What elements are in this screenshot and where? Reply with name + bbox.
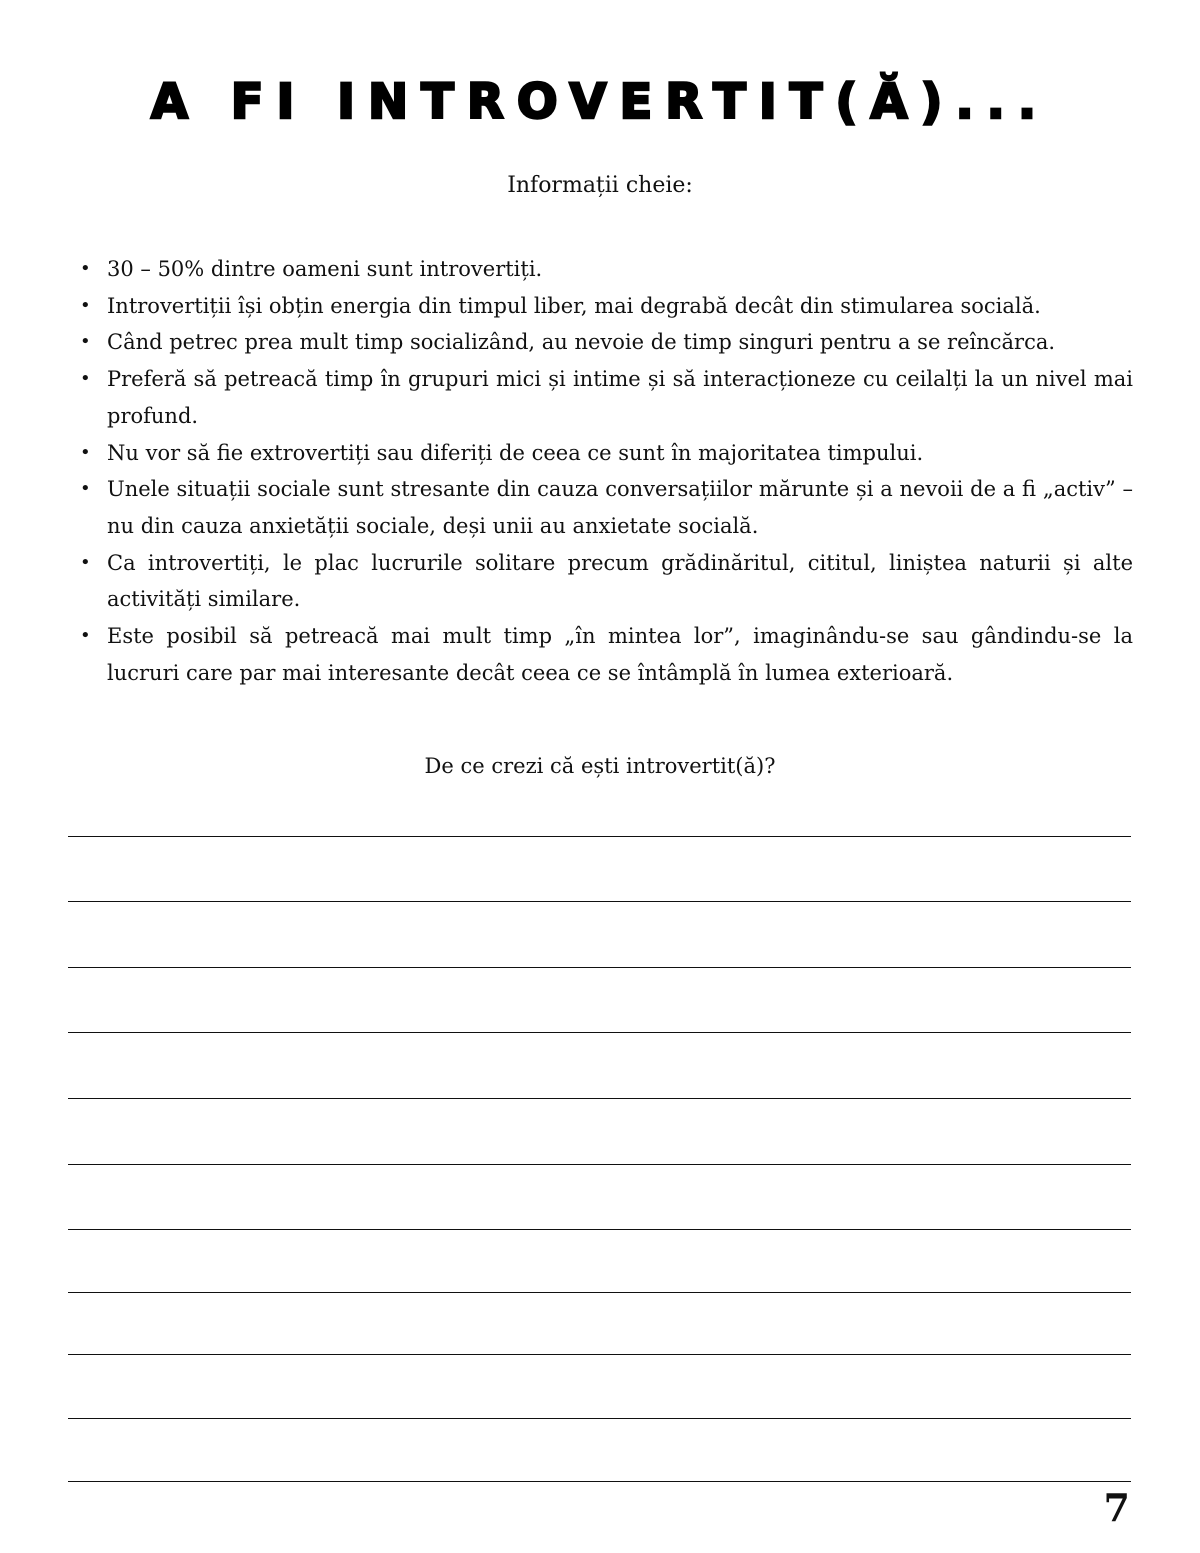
writing-line[interactable] xyxy=(68,1098,1131,1099)
list-item xyxy=(78,471,1133,544)
bullet-icon: • xyxy=(80,551,91,573)
list-item xyxy=(78,288,1133,325)
list-item xyxy=(78,251,1133,288)
writing-line[interactable] xyxy=(68,1418,1131,1419)
bullet-icon: • xyxy=(80,441,91,463)
page-title: A FI INTROVERTIT(Ă)... xyxy=(150,74,1050,130)
bullet-icon: • xyxy=(80,294,91,316)
bullet-icon: • xyxy=(80,625,91,647)
bullet-icon: • xyxy=(80,331,91,353)
writing-line[interactable] xyxy=(68,1292,1131,1293)
list-item-text: Nu vor să fie extrovertiți sau diferiți de ceea ce sunt în majoritatea timpului. xyxy=(107,440,924,465)
list-item-text: Este posibil să petreacă mai mult timp „în mintea lor”, imaginându-se sau gândindu-se la lucruri care par mai interesante decât ceea ce se întâmplă în lumea exterioară. xyxy=(107,624,1133,685)
list-item-text: 30 – 50% dintre oameni sunt introvertiți. xyxy=(107,257,543,281)
reflection-question: De ce crezi că ești introvertit(ă)? xyxy=(424,754,776,778)
list-item-text: Introvertiții își obțin energia din timpul liber, mai degrabă decât din stimularea socială. xyxy=(107,293,1041,318)
page-number: 7 xyxy=(1103,1485,1130,1530)
bullet-icon: • xyxy=(80,368,91,390)
bullet-icon: • xyxy=(80,258,91,279)
list-item xyxy=(78,545,1133,618)
list-item-text: Când petrec prea mult timp socializând, au nevoie de timp singuri pentru a se reîncărca. xyxy=(107,330,1056,355)
key-info-heading: Informații cheie: xyxy=(507,173,693,198)
list-item-text: Preferă să petreacă timp în grupuri mici și intime și să interacționeze cu ceilalți la un nivel mai profund. xyxy=(107,367,1133,428)
writing-line[interactable] xyxy=(68,836,1131,837)
list-item xyxy=(78,618,1133,691)
writing-line[interactable] xyxy=(68,967,1131,968)
list-item-text: Ca introvertiți, le plac lucrurile solitare precum grădinăritul, cititul, liniștea naturii și alte activități similare. xyxy=(107,550,1133,612)
writing-line[interactable] xyxy=(68,1032,1131,1033)
writing-line[interactable] xyxy=(68,1229,1131,1230)
list-item xyxy=(78,435,1133,472)
writing-line[interactable] xyxy=(68,1481,1131,1482)
bullet-icon: • xyxy=(80,478,91,500)
list-item-text: Unele situații sociale sunt stresante din cauza conversațiilor mărunte și a nevoii de a fi „activ” – nu din cauza anxietății sociale, deși unii au anxietate socială. xyxy=(107,477,1133,538)
writing-line[interactable] xyxy=(68,1354,1131,1355)
writing-line[interactable] xyxy=(68,1164,1131,1165)
key-info-list xyxy=(78,251,1133,691)
writing-line[interactable] xyxy=(68,901,1131,902)
list-item xyxy=(78,324,1133,361)
list-item xyxy=(78,361,1133,434)
